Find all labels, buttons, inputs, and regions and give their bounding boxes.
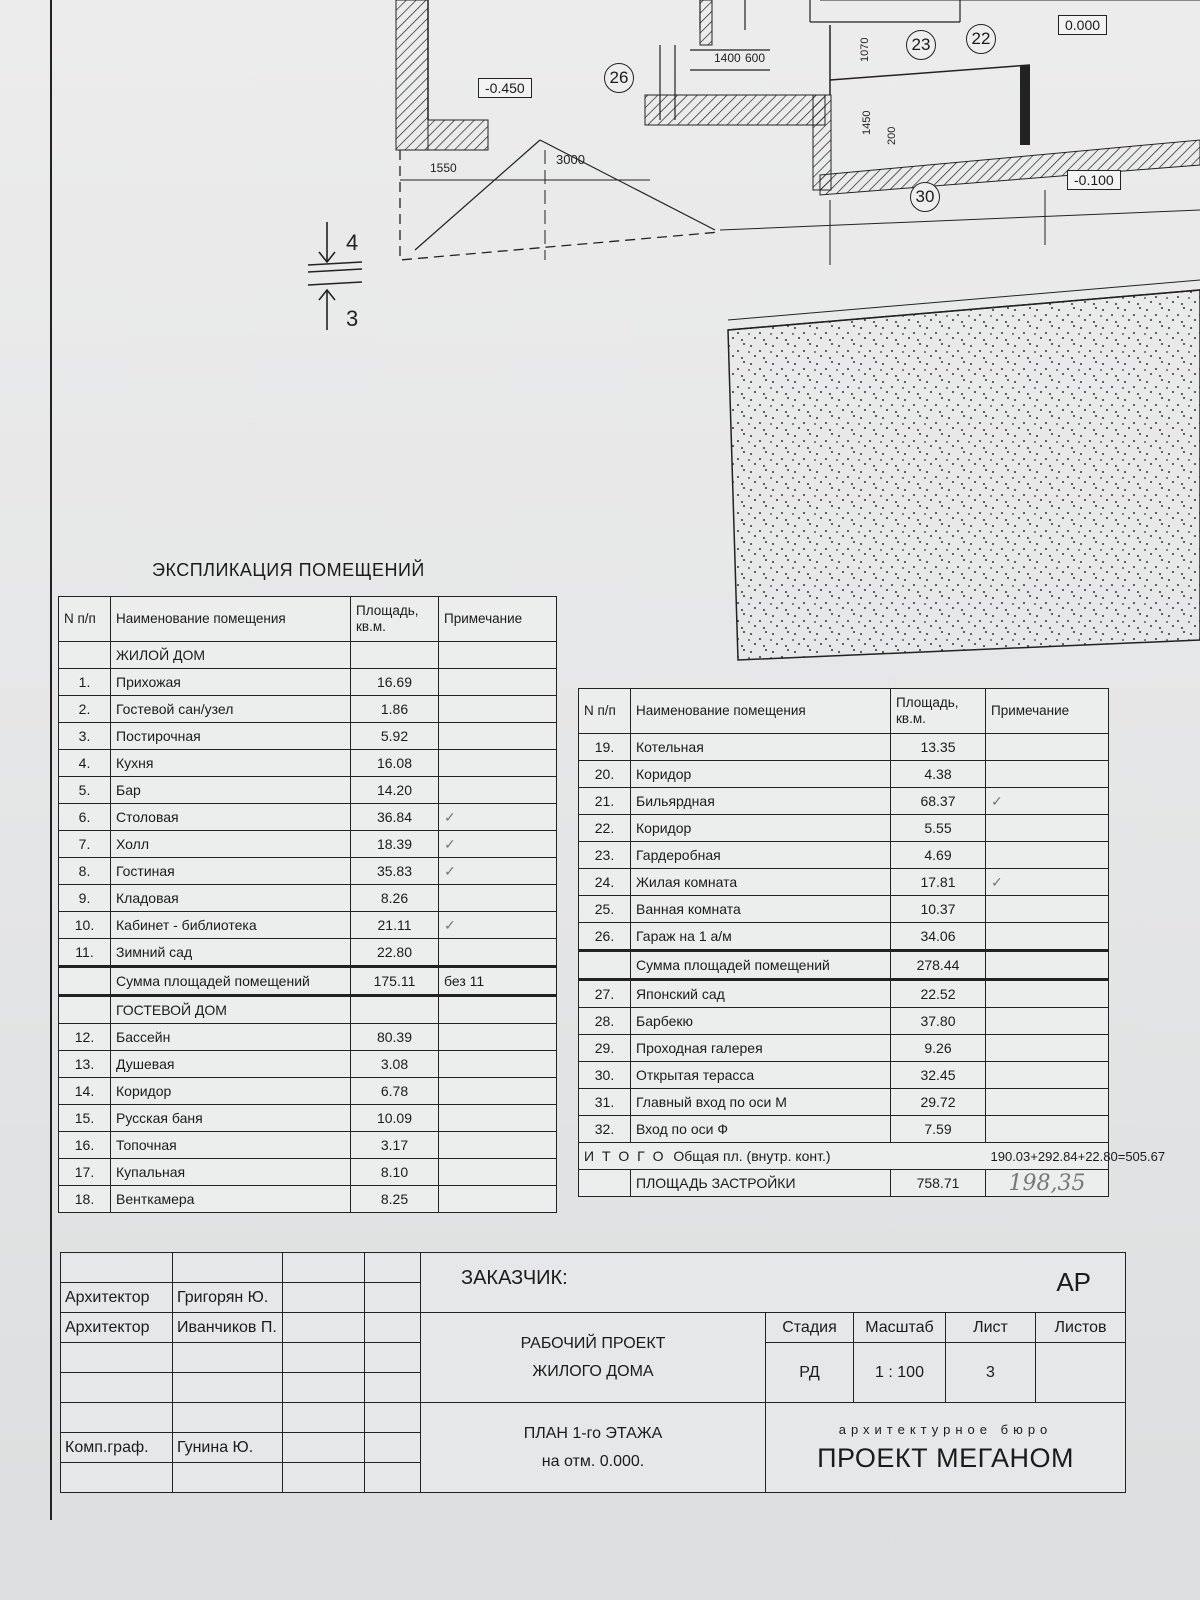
room-number-circle: 23: [906, 30, 936, 60]
room-area: 22.80: [351, 939, 439, 967]
room-name: Бассейн: [111, 1024, 351, 1051]
row-number: 12.: [59, 1024, 111, 1051]
table-row: [59, 1024, 557, 1051]
room-number-circle: 30: [910, 182, 940, 212]
room-note: [439, 1105, 557, 1132]
row-number: 30.: [579, 1062, 631, 1089]
room-name: Холл: [111, 831, 351, 858]
wall-left: [396, 0, 428, 150]
row-number: 14.: [59, 1078, 111, 1105]
room-area: 5.55: [891, 815, 986, 842]
room-name: Столовая: [111, 804, 351, 831]
room-name: ЖИЛОЙ ДОМ: [111, 642, 351, 669]
table-row: [579, 951, 1109, 980]
row-number: 11.: [59, 939, 111, 967]
room-area: 278.44: [891, 951, 986, 980]
room-note: [439, 1132, 557, 1159]
table-row: [579, 734, 1109, 761]
room-note: [439, 1024, 557, 1051]
room-area: 68.37: [891, 788, 986, 815]
project-line1: РАБОЧИЙ ПРОЕКТ: [520, 1334, 666, 1352]
person-name: Гунина Ю.: [173, 1433, 283, 1463]
room-note: [439, 696, 557, 723]
room-note: ✓: [439, 912, 557, 939]
room-name: Гардеробная: [631, 842, 891, 869]
room-note: [439, 669, 557, 696]
dim-text: 1070: [859, 37, 871, 62]
row-number: 22.: [579, 815, 631, 842]
table-row: [59, 696, 557, 723]
total-name: Общая пл. (внутр. конт.): [673, 1148, 831, 1164]
room-note: [986, 1089, 1109, 1116]
level-marker: -0.450: [478, 78, 532, 98]
row-number: 10.: [59, 912, 111, 939]
room-note: [439, 750, 557, 777]
person-name: Иванчиков П.: [173, 1313, 283, 1343]
wall-column: [1020, 65, 1030, 145]
room-name: Котельная: [631, 734, 891, 761]
customer-label: ЗАКАЗЧИК:: [461, 1267, 568, 1289]
dim-text: 200: [886, 126, 898, 145]
row-number: 8.: [59, 858, 111, 885]
room-area: 10.09: [351, 1105, 439, 1132]
table-row: [59, 777, 557, 804]
row-number: [579, 951, 631, 980]
room-name: Проходная галерея: [631, 1035, 891, 1062]
firm-subtitle: архитектурное бюро: [838, 1421, 1053, 1437]
built-area-name: ПЛОЩАДЬ ЗАСТРОЙКИ: [631, 1170, 891, 1197]
row-number: 6.: [59, 804, 111, 831]
room-name: Кухня: [111, 750, 351, 777]
room-area: 8.10: [351, 1159, 439, 1186]
table-row: [579, 923, 1109, 951]
room-note: [986, 1062, 1109, 1089]
room-name: Коридор: [631, 761, 891, 788]
project-line2: ЖИЛОГО ДОМА: [532, 1362, 654, 1380]
room-area: 16.08: [351, 750, 439, 777]
table-row: [579, 1062, 1109, 1089]
room-name: Гостиная: [111, 858, 351, 885]
room-note: ✓: [439, 831, 557, 858]
dim-text: 1550: [430, 161, 457, 175]
room-note: ✓: [439, 804, 557, 831]
room-note: [986, 1035, 1109, 1062]
room-name: Жилая комната: [631, 869, 891, 896]
title-block: [60, 1252, 1126, 1493]
room-note: [986, 980, 1109, 1008]
row-number: 25.: [579, 896, 631, 923]
sheets-value: [1036, 1343, 1126, 1403]
room-note: без 11: [439, 967, 557, 996]
table-row: [579, 1008, 1109, 1035]
room-name: Постирочная: [111, 723, 351, 750]
level-marker: -0.100: [1067, 170, 1121, 190]
row-number: 13.: [59, 1051, 111, 1078]
table-row: [59, 669, 557, 696]
room-area: 4.38: [891, 761, 986, 788]
plan-title: [421, 1403, 766, 1493]
firm-name: ПРОЕКТ МЕГАНОМ: [817, 1442, 1074, 1473]
table-row: [579, 896, 1109, 923]
room-name: Топочная: [111, 1132, 351, 1159]
room-note: [986, 1008, 1109, 1035]
room-name: Купальная: [111, 1159, 351, 1186]
role-cell: Архитектор: [61, 1283, 173, 1313]
table-row: [59, 723, 557, 750]
plan-line1: ПЛАН 1-го ЭТАЖА: [523, 1424, 663, 1442]
room-note: [439, 723, 557, 750]
header-name: Наименование помещения: [631, 689, 891, 734]
table-row: [59, 912, 557, 939]
room-area: 6.78: [351, 1078, 439, 1105]
room-note: [439, 1078, 557, 1105]
row-number: 24.: [579, 869, 631, 896]
table-row: [59, 1186, 557, 1213]
room-note: [439, 777, 557, 804]
room-note: [439, 996, 557, 1024]
row-number: 2.: [59, 696, 111, 723]
table-row: [579, 869, 1109, 896]
wall-bottom-left: [428, 120, 488, 150]
table-row: [59, 1078, 557, 1105]
explication-table-left: [58, 596, 557, 1213]
room-area: 36.84: [351, 804, 439, 831]
row-number: 21.: [579, 788, 631, 815]
room-name: Прихожая: [111, 669, 351, 696]
header-num: N п/п: [579, 689, 631, 734]
row-number: 18.: [59, 1186, 111, 1213]
dim-text: 1400: [714, 51, 741, 65]
room-area: 7.59: [891, 1116, 986, 1143]
room-name: Бар: [111, 777, 351, 804]
table-row: [579, 1035, 1109, 1062]
firm-cell: [766, 1403, 1126, 1493]
row-number: 17.: [59, 1159, 111, 1186]
header-note: Примечание: [439, 597, 557, 642]
room-name: Сумма площадей помещений: [631, 951, 891, 980]
row-number: 7.: [59, 831, 111, 858]
table-row: [59, 858, 557, 885]
table-header-row: [579, 689, 1109, 734]
handwritten-note: 198,35: [986, 1170, 1109, 1197]
room-name: Главный вход по оси М: [631, 1089, 891, 1116]
room-area: 34.06: [891, 923, 986, 951]
room-area: 3.17: [351, 1132, 439, 1159]
stage-value: РД: [766, 1343, 854, 1403]
dim-text: 1450: [861, 110, 873, 135]
row-number: 19.: [579, 734, 631, 761]
room-name: Сумма площадей помещений: [111, 967, 351, 996]
room-name: Бильярдная: [631, 788, 891, 815]
row-number: 9.: [59, 885, 111, 912]
section-mark-bottom: 3: [346, 306, 359, 331]
row-number: 31.: [579, 1089, 631, 1116]
header-area: Площадь, кв.м.: [891, 689, 986, 734]
row-number: [59, 996, 111, 1024]
row-number: 15.: [59, 1105, 111, 1132]
customer-cell: [421, 1253, 1126, 1313]
table-row: [579, 788, 1109, 815]
room-area: 175.11: [351, 967, 439, 996]
explication-table-right: [578, 688, 1166, 1197]
room-name: Зимний сад: [111, 939, 351, 967]
room-note: [986, 761, 1109, 788]
room-name: Душевая: [111, 1051, 351, 1078]
role-cell: Архитектор: [61, 1313, 173, 1343]
room-name: Барбекю: [631, 1008, 891, 1035]
table-row: [59, 750, 557, 777]
room-area: 8.25: [351, 1186, 439, 1213]
room-area: 32.45: [891, 1062, 986, 1089]
person-name: Григорян Ю.: [173, 1283, 283, 1313]
row-number: 32.: [579, 1116, 631, 1143]
room-area: 21.11: [351, 912, 439, 939]
room-area: 8.26: [351, 885, 439, 912]
header-note: Примечание: [986, 689, 1109, 734]
row-number: 26.: [579, 923, 631, 951]
room-name: Коридор: [631, 815, 891, 842]
table-row: [59, 1051, 557, 1078]
row-number: 27.: [579, 980, 631, 1008]
room-number-circle: 22: [966, 24, 996, 54]
sheet-code: АР: [1056, 1267, 1092, 1297]
row-number: 29.: [579, 1035, 631, 1062]
room-area: 13.35: [891, 734, 986, 761]
row-number: 28.: [579, 1008, 631, 1035]
table-header-row: [59, 597, 557, 642]
room-name: Открытая терасса: [631, 1062, 891, 1089]
scale-value: 1 : 100: [854, 1343, 946, 1403]
sheet-label: Лист: [946, 1313, 1036, 1343]
table-row: [59, 939, 557, 967]
project-title: [421, 1313, 766, 1403]
garden-area: [728, 290, 1200, 660]
row-number: 23.: [579, 842, 631, 869]
total-label: И Т О Г О: [584, 1148, 666, 1164]
built-area-row: [579, 1170, 1109, 1197]
room-area: 17.81: [891, 869, 986, 896]
total-row: [579, 1143, 1109, 1170]
explication-title: ЭКСПЛИКАЦИЯ ПОМЕЩЕНИЙ: [152, 560, 425, 580]
room-note: [986, 815, 1109, 842]
room-note: [986, 1116, 1109, 1143]
room-note: [439, 885, 557, 912]
room-area: [351, 996, 439, 1024]
room-name: Японский сад: [631, 980, 891, 1008]
room-name: Гостевой сан/узел: [111, 696, 351, 723]
header-area: Площадь, кв.м.: [351, 597, 439, 642]
room-area: 29.72: [891, 1089, 986, 1116]
table-row: [59, 804, 557, 831]
table-row: [59, 1159, 557, 1186]
room-area: 4.69: [891, 842, 986, 869]
table-row: [59, 967, 557, 996]
sheet-value: 3: [946, 1343, 1036, 1403]
row-number: 5.: [59, 777, 111, 804]
section-mark-top: 4: [346, 230, 359, 255]
room-name: Кабинет - библиотека: [111, 912, 351, 939]
room-note: ✓: [986, 788, 1109, 815]
plan-line2: на отм. 0.000.: [541, 1452, 645, 1470]
room-area: 3.08: [351, 1051, 439, 1078]
built-area-value: 758.71: [891, 1170, 986, 1197]
room-area: 10.37: [891, 896, 986, 923]
room-name: Вход по оси Ф: [631, 1116, 891, 1143]
room-note: [986, 896, 1109, 923]
table-row: [579, 1089, 1109, 1116]
wall-mid: [645, 95, 825, 125]
room-name: Кладовая: [111, 885, 351, 912]
room-area: 22.52: [891, 980, 986, 1008]
table-row: [579, 1116, 1109, 1143]
total-value: 190.03+292.84+22.80=505.67: [986, 1143, 1109, 1170]
stage-label: Стадия: [766, 1313, 854, 1343]
room-area: 80.39: [351, 1024, 439, 1051]
room-note: [986, 951, 1109, 980]
table-row: [59, 831, 557, 858]
room-area: 37.80: [891, 1008, 986, 1035]
room-name: ГОСТЕВОЙ ДОМ: [111, 996, 351, 1024]
header-name: Наименование помещения: [111, 597, 351, 642]
table-row: [59, 885, 557, 912]
room-note: [439, 1186, 557, 1213]
room-note: ✓: [439, 858, 557, 885]
row-number: 16.: [59, 1132, 111, 1159]
room-area: 5.92: [351, 723, 439, 750]
room-name: Коридор: [111, 1078, 351, 1105]
wall-bottom-right: [820, 140, 1200, 195]
room-note: [986, 734, 1109, 761]
table-row: [59, 1132, 557, 1159]
room-note: [986, 923, 1109, 951]
room-area: 35.83: [351, 858, 439, 885]
header-num: N п/п: [59, 597, 111, 642]
room-name: Венткамера: [111, 1186, 351, 1213]
dim-text: 3000: [556, 152, 585, 167]
room-note: [986, 842, 1109, 869]
row-number: 3.: [59, 723, 111, 750]
room-number-circle: 26: [604, 63, 634, 93]
table-row: [579, 761, 1109, 788]
table-row: [579, 815, 1109, 842]
room-area: 1.86: [351, 696, 439, 723]
room-area: [351, 642, 439, 669]
role-cell: Комп.граф.: [61, 1433, 173, 1463]
row-number: [59, 967, 111, 996]
table-row: [59, 996, 557, 1024]
room-area: 18.39: [351, 831, 439, 858]
room-note: [439, 1159, 557, 1186]
room-name: Русская баня: [111, 1105, 351, 1132]
room-name: Ванная комната: [631, 896, 891, 923]
table-row: [579, 842, 1109, 869]
room-note: [439, 939, 557, 967]
room-note: [439, 1051, 557, 1078]
room-area: 9.26: [891, 1035, 986, 1062]
total-cell: [579, 1143, 986, 1170]
room-area: 14.20: [351, 777, 439, 804]
row-number: [59, 642, 111, 669]
dim-text: 600: [745, 51, 766, 65]
room-note: ✓: [986, 869, 1109, 896]
scale-label: Масштаб: [854, 1313, 946, 1343]
row-number: 4.: [59, 750, 111, 777]
table-row: [59, 642, 557, 669]
row-number: 1.: [59, 669, 111, 696]
row-number: 20.: [579, 761, 631, 788]
room-name: Гараж на 1 а/м: [631, 923, 891, 951]
room-note: [439, 642, 557, 669]
level-marker: 0.000: [1058, 15, 1107, 35]
table-row: [59, 1105, 557, 1132]
room-area: 16.69: [351, 669, 439, 696]
wall-top: [700, 0, 712, 45]
table-row: [579, 980, 1109, 1008]
sheets-label: Листов: [1036, 1313, 1126, 1343]
